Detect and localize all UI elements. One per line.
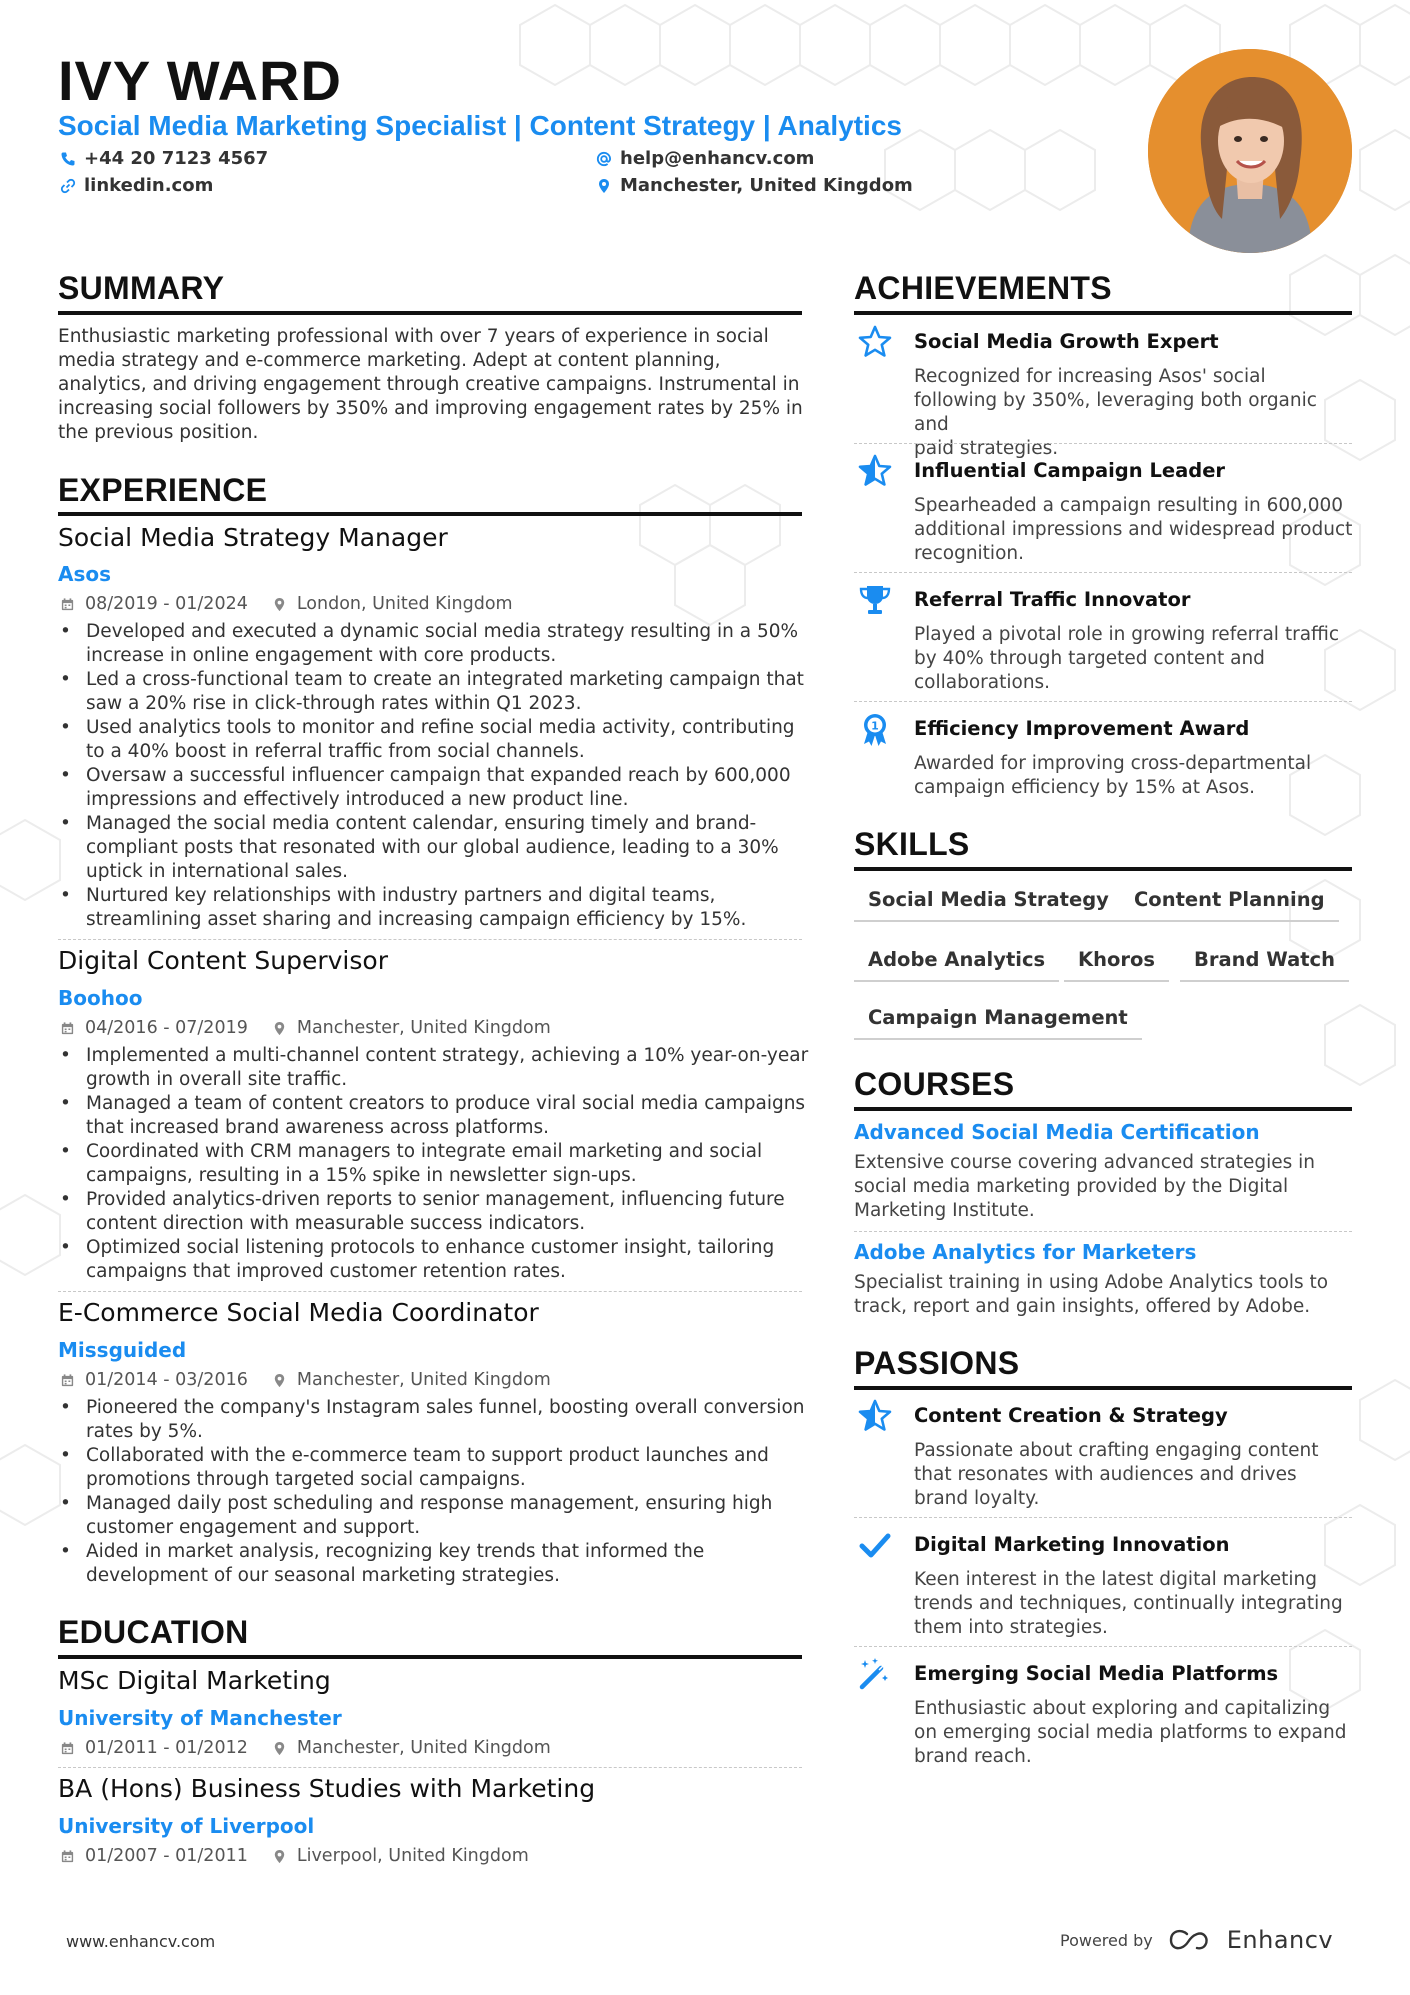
achievements-divider — [854, 311, 1352, 315]
contact-location — [596, 175, 913, 196]
school-name: University of Liverpool — [58, 1814, 315, 1838]
job-location: Manchester, United Kingdom — [296, 1018, 551, 1038]
link-icon — [60, 178, 76, 194]
calendar-icon — [60, 597, 75, 612]
bullet-item: • Implemented a multi-channel content strategy, achieving a 10% year-on-year growth in overall site traffic. — [58, 1044, 818, 1092]
location-pin-icon — [272, 1373, 287, 1388]
passion-separator — [854, 1517, 1352, 1518]
summary-heading: SUMMARY — [58, 270, 225, 306]
achievement-description: Played a pivotal role in growing referral traffic by 40% through targeted content and collaborations. — [914, 624, 1340, 693]
course-title: Advanced Social Media Certification — [854, 1120, 1260, 1144]
contact-email[interactable] — [596, 148, 814, 169]
footer-branding[interactable] — [1060, 1926, 1333, 1954]
course-description: Specialist training in using Adobe Analytics tools to track, report and gain insights, offered by Adobe. — [854, 1272, 1329, 1317]
skills-heading: SKILLS — [854, 826, 970, 862]
bullet-item: • Coordinated with CRM managers to integrate email marketing and social campaigns, resulting in a 15% spike in newsletter sign-ups. — [58, 1140, 818, 1188]
at-icon — [596, 151, 612, 167]
achievement-title: Referral Traffic Innovator — [914, 588, 1191, 611]
company-name: Missguided — [58, 1338, 187, 1362]
course-separator — [854, 1231, 1352, 1232]
location-pin-icon — [272, 1021, 287, 1036]
achievement-title: Social Media Growth Expert — [914, 330, 1219, 353]
skill-tag: Social Media Strategy — [854, 882, 1123, 922]
education-meta — [60, 1738, 551, 1758]
candidate-headline: Social Media Marketing Specialist | Content Strategy | Analytics — [58, 110, 902, 141]
achievements-heading: ACHIEVEMENTS — [854, 270, 1112, 306]
course-description: Extensive course covering advanced strategies in social media marketing provided by the Digital Marketing Institute. — [854, 1152, 1316, 1221]
calendar-icon — [60, 1021, 75, 1036]
achievement-separator — [854, 443, 1352, 444]
passion-description: Enthusiastic about exploring and capitalizing on emerging social media platforms to expand brand reach. — [914, 1698, 1347, 1767]
achievement-description: Recognized for increasing Asos' social following by 350%, leveraging both organic and paid strategies. — [914, 366, 1317, 459]
phone-text: +44 20 7123 4567 — [84, 148, 269, 169]
footer-website-link[interactable]: www.enhancv.com — [66, 1932, 216, 1951]
job-bullets — [58, 620, 818, 932]
achievement-description: Spearheaded a campaign resulting in 600,000 additional impressions and widespread product recognition. — [914, 495, 1353, 564]
education-meta — [60, 1846, 529, 1866]
contact-linkedin[interactable] — [60, 175, 213, 196]
job-separator — [58, 939, 802, 940]
education-dates: 01/2011 - 01/2012 — [85, 1738, 248, 1758]
bullet-item: • Pioneered the company's Instagram sales funnel, boosting overall conversion rates by 5%. — [58, 1396, 818, 1444]
magic-wand-icon — [857, 1656, 893, 1692]
job-location: London, United Kingdom — [296, 594, 513, 614]
passion-description: Keen interest in the latest digital marketing trends and techniques, continually integrating them into strategies. — [914, 1569, 1343, 1638]
enhancv-brand-name: Enhancv — [1226, 1926, 1334, 1954]
enhancv-logo-icon — [1167, 1928, 1213, 1952]
skill-tag: Campaign Management — [854, 1000, 1142, 1040]
school-name: University of Manchester — [58, 1706, 342, 1730]
education-location: Liverpool, United Kingdom — [296, 1846, 529, 1866]
achievement-separator — [854, 572, 1352, 573]
experience-heading: EXPERIENCE — [58, 472, 268, 508]
passion-title: Digital Marketing Innovation — [914, 1533, 1230, 1556]
education-location: Manchester, United Kingdom — [296, 1738, 551, 1758]
star-half-icon — [857, 453, 893, 489]
job-bullets — [58, 1396, 818, 1588]
job-meta — [60, 1370, 551, 1390]
bullet-item: • Managed a team of content creators to produce viral social media campaigns that increased brand awareness across platforms. — [58, 1092, 818, 1140]
job-meta — [60, 1018, 551, 1038]
svg-text:1: 1 — [871, 719, 879, 733]
degree-title: MSc Digital Marketing — [58, 1666, 331, 1695]
bullet-item: • Used analytics tools to monitor and refine social media activity, contributing to a 40% boost in referral traffic from social channels. — [58, 716, 818, 764]
skill-tag: Content Planning — [1120, 882, 1339, 922]
skills-divider — [854, 867, 1352, 871]
education-dates: 01/2007 - 01/2011 — [85, 1846, 248, 1866]
passions-divider — [854, 1386, 1352, 1390]
skill-tag: Khoros — [1064, 942, 1169, 982]
location-text: Manchester, United Kingdom — [620, 175, 913, 196]
bullet-item: • Led a cross-functional team to create an integrated marketing campaign that saw a 20% rise in click-through rates within Q1 2023. — [58, 668, 818, 716]
phone-icon — [60, 151, 76, 167]
job-title: E-Commerce Social Media Coordinator — [58, 1298, 539, 1327]
checkmark-icon — [857, 1527, 893, 1563]
calendar-icon — [60, 1373, 75, 1388]
candidate-name: IVY WARD — [58, 49, 342, 112]
job-location: Manchester, United Kingdom — [296, 1370, 551, 1390]
achievement-title: Efficiency Improvement Award — [914, 717, 1250, 740]
star-outline-icon — [857, 324, 893, 360]
star-half-icon — [857, 1398, 893, 1434]
contact-phone[interactable] — [60, 148, 268, 169]
bullet-item: • Developed and executed a dynamic social media strategy resulting in a 50% increase in online engagement with core products. — [58, 620, 818, 668]
location-pin-icon — [272, 1741, 287, 1756]
achievement-description: Awarded for improving cross-departmental campaign efficiency by 15% at Asos. — [914, 753, 1312, 798]
bullet-item: • Provided analytics-driven reports to senior management, influencing future content direction with measurable success indicators. — [58, 1188, 818, 1236]
bullet-item: • Managed daily post scheduling and response management, ensuring high customer engagement and support. — [58, 1492, 818, 1540]
experience-divider — [58, 512, 802, 516]
job-title: Social Media Strategy Manager — [58, 523, 448, 552]
job-meta — [60, 594, 513, 614]
job-dates: 04/2016 - 07/2019 — [85, 1018, 248, 1038]
award-ribbon-icon — [857, 711, 893, 747]
education-divider — [58, 1655, 802, 1659]
summary-text: Enthusiastic marketing professional with over 7 years of experience in social media strategy and e-commerce marketing. Adept at content planning, analytics, and driving engagement through creative campaigns. Instrumental in increasing social followers by 350% and improving engagement rates by 25% in the previous position. — [58, 326, 803, 443]
trophy-icon — [857, 582, 893, 618]
bullet-item: • Optimized social listening protocols to enhance customer insight, tailoring campaigns that improved customer retention rates. — [58, 1236, 818, 1284]
job-separator — [58, 1291, 802, 1292]
bullet-item: • Nurtured key relationships with industry partners and digital teams, streamlining asset sharing and increasing campaign efficiency by 15%. — [58, 884, 818, 932]
bullet-item: • Collaborated with the e-commerce team to support product launches and promotions through targeted social campaigns. — [58, 1444, 818, 1492]
location-pin-icon — [596, 178, 612, 194]
calendar-icon — [60, 1741, 75, 1756]
company-name: Boohoo — [58, 986, 143, 1010]
location-pin-icon — [272, 1849, 287, 1864]
job-bullets — [58, 1044, 818, 1284]
bullet-item: • Oversaw a successful influencer campaign that expanded reach by 600,000 impressions and effectively introduced a new product line. — [58, 764, 818, 812]
linkedin-text: linkedin.com — [84, 175, 214, 196]
email-text: help@enhancv.com — [620, 148, 815, 169]
location-pin-icon — [272, 597, 287, 612]
achievement-separator — [854, 701, 1352, 702]
passion-title: Content Creation & Strategy — [914, 1404, 1228, 1427]
bullet-item: • Aided in market analysis, recognizing key trends that informed the development of our seasonal marketing strategies. — [58, 1540, 818, 1588]
company-name: Asos — [58, 562, 112, 586]
passions-heading: PASSIONS — [854, 1345, 1020, 1381]
passion-description: Passionate about crafting engaging content that resonates with audiences and drives brand loyalty. — [914, 1440, 1319, 1509]
skill-tag: Brand Watch — [1180, 942, 1349, 982]
passion-title: Emerging Social Media Platforms — [914, 1662, 1279, 1685]
profile-photo-avatar — [1148, 49, 1352, 253]
education-heading: EDUCATION — [58, 1614, 249, 1650]
courses-divider — [854, 1107, 1352, 1111]
degree-title: BA (Hons) Business Studies with Marketing — [58, 1774, 596, 1803]
powered-by-label: Powered by — [1060, 1930, 1153, 1950]
summary-divider — [58, 311, 802, 315]
education-separator — [58, 1767, 802, 1768]
achievement-title: Influential Campaign Leader — [914, 459, 1226, 482]
courses-heading: COURSES — [854, 1066, 1015, 1102]
calendar-icon — [60, 1849, 75, 1864]
course-title: Adobe Analytics for Marketers — [854, 1240, 1197, 1264]
passion-separator — [854, 1646, 1352, 1647]
job-dates: 08/2019 - 01/2024 — [85, 594, 248, 614]
skill-tag: Adobe Analytics — [854, 942, 1059, 982]
job-title: Digital Content Supervisor — [58, 946, 388, 975]
bullet-item: • Managed the social media content calendar, ensuring timely and brand- compliant posts that resonated with our global audience, leading to a 30% uptick in international sales. — [58, 812, 818, 884]
job-dates: 01/2014 - 03/2016 — [85, 1370, 248, 1390]
